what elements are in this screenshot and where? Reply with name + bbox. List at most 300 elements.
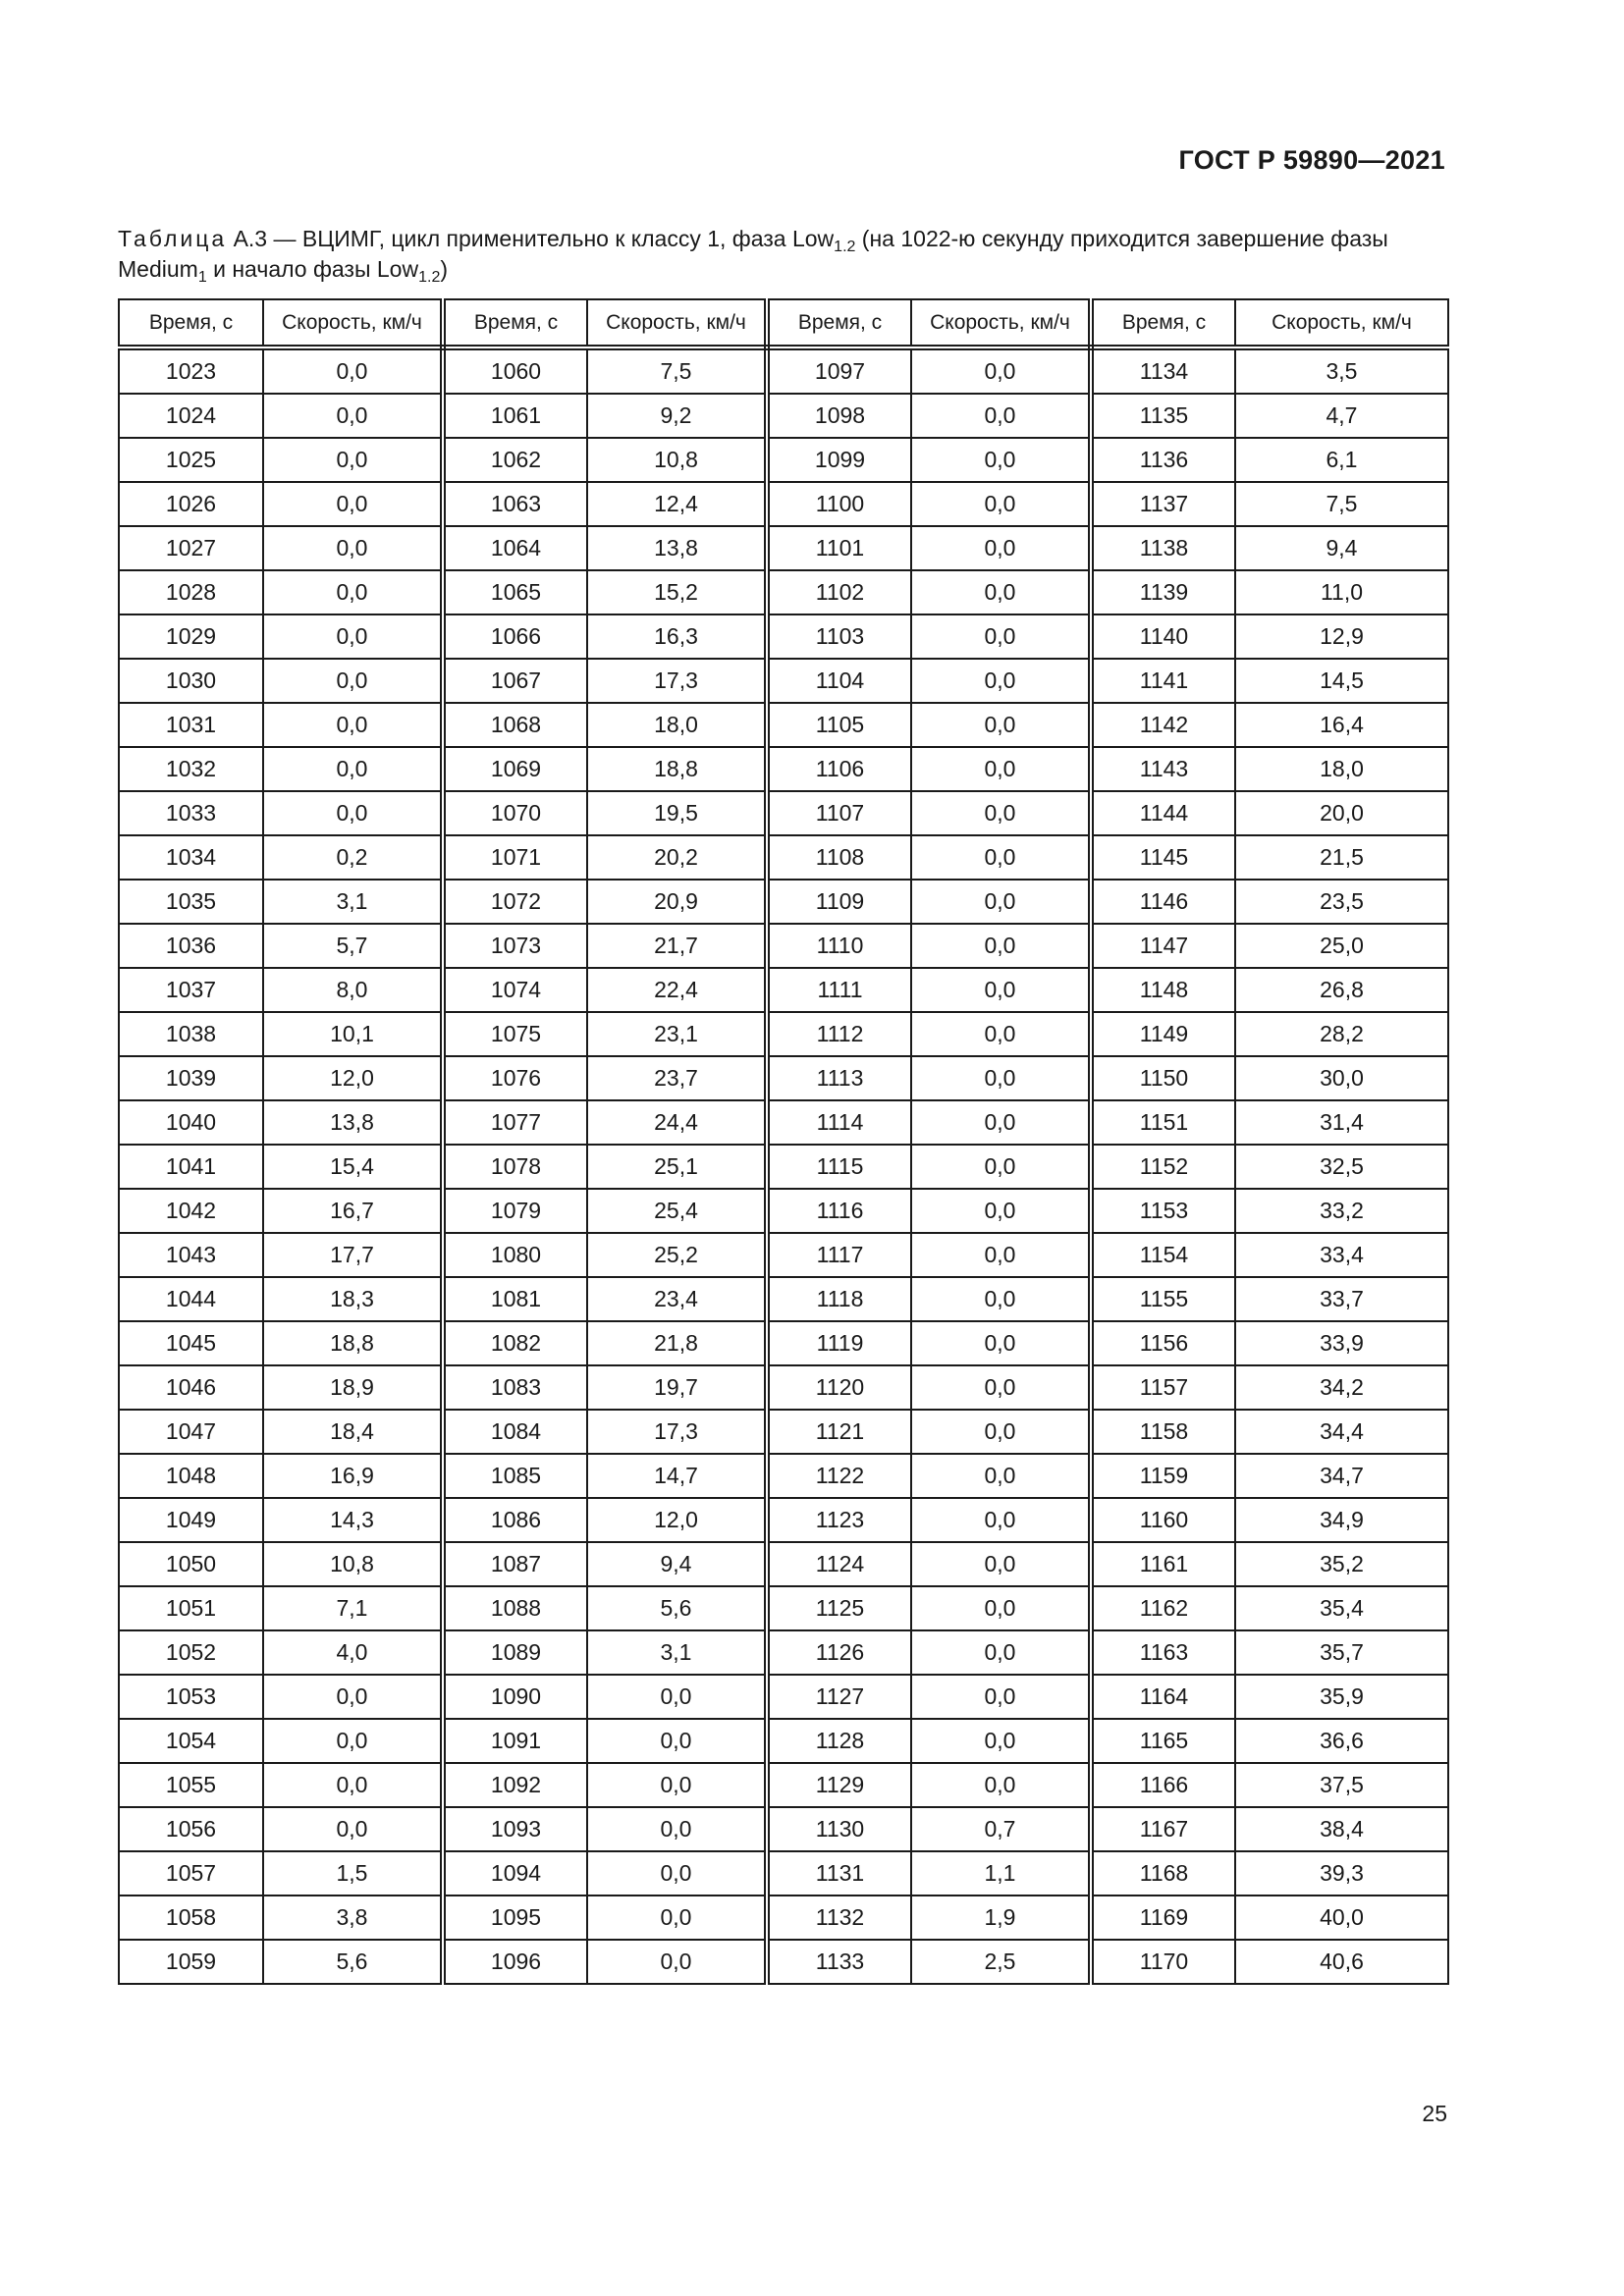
cell-time: 1099 [767, 438, 911, 482]
cell-speed: 0,0 [911, 1719, 1091, 1763]
cell-speed: 9,4 [587, 1542, 767, 1586]
cell-time: 1083 [443, 1365, 587, 1410]
cell-speed: 0,0 [263, 394, 443, 438]
cell-speed: 4,7 [1235, 394, 1448, 438]
cell-speed: 13,8 [263, 1100, 443, 1145]
cell-time: 1102 [767, 570, 911, 614]
cell-time: 1159 [1091, 1454, 1235, 1498]
cell-speed: 39,3 [1235, 1851, 1448, 1896]
cell-speed: 14,7 [587, 1454, 767, 1498]
cell-speed: 0,0 [587, 1675, 767, 1719]
cell-speed: 4,0 [263, 1630, 443, 1675]
table-row [119, 1189, 1448, 1233]
cell-speed: 35,2 [1235, 1542, 1448, 1586]
cell-time: 1138 [1091, 526, 1235, 570]
cell-speed: 1,9 [911, 1896, 1091, 1940]
cell-speed: 0,0 [263, 1763, 443, 1807]
cell-speed: 14,5 [1235, 659, 1448, 703]
cell-time: 1091 [443, 1719, 587, 1763]
cell-time: 1169 [1091, 1896, 1235, 1940]
table-row [119, 1851, 1448, 1896]
cell-speed: 25,0 [1235, 924, 1448, 968]
column-header-speed: Скорость, км/ч [263, 299, 443, 347]
cell-time: 1148 [1091, 968, 1235, 1012]
cell-speed: 1,5 [263, 1851, 443, 1896]
cell-speed: 22,4 [587, 968, 767, 1012]
cell-time: 1097 [767, 347, 911, 394]
column-header-speed: Скорость, км/ч [587, 299, 767, 347]
cell-speed: 25,4 [587, 1189, 767, 1233]
cell-time: 1161 [1091, 1542, 1235, 1586]
table-row [119, 1056, 1448, 1100]
table-row [119, 1365, 1448, 1410]
cell-time: 1052 [119, 1630, 263, 1675]
cell-speed: 34,4 [1235, 1410, 1448, 1454]
cell-time: 1103 [767, 614, 911, 659]
cell-time: 1100 [767, 482, 911, 526]
cell-speed: 0,0 [587, 1940, 767, 1984]
cell-time: 1146 [1091, 880, 1235, 924]
table-row [119, 482, 1448, 526]
cell-time: 1094 [443, 1851, 587, 1896]
cell-speed: 16,9 [263, 1454, 443, 1498]
cell-speed: 34,2 [1235, 1365, 1448, 1410]
cell-time: 1166 [1091, 1763, 1235, 1807]
cell-speed: 23,4 [587, 1277, 767, 1321]
table-row [119, 1277, 1448, 1321]
table-row [119, 659, 1448, 703]
cell-time: 1084 [443, 1410, 587, 1454]
page-number: 25 [1422, 2101, 1447, 2126]
cell-speed: 0,0 [911, 1763, 1091, 1807]
cell-time: 1158 [1091, 1410, 1235, 1454]
cell-speed: 0,0 [911, 1012, 1091, 1056]
table-body [119, 347, 1448, 1984]
cell-time: 1116 [767, 1189, 911, 1233]
table-header-row [119, 299, 1448, 347]
table-caption [118, 224, 1443, 285]
cell-speed: 17,7 [263, 1233, 443, 1277]
table-row [119, 703, 1448, 747]
cell-speed: 23,1 [587, 1012, 767, 1056]
cell-speed: 0,0 [263, 438, 443, 482]
cell-speed: 20,9 [587, 880, 767, 924]
cell-time: 1074 [443, 968, 587, 1012]
cell-speed: 12,4 [587, 482, 767, 526]
cell-speed: 0,0 [911, 747, 1091, 791]
table-row [119, 924, 1448, 968]
cell-speed: 0,0 [263, 1675, 443, 1719]
cell-time: 1073 [443, 924, 587, 968]
table-row [119, 1454, 1448, 1498]
cell-speed: 6,1 [1235, 438, 1448, 482]
column-header-time: Время, с [443, 299, 587, 347]
cell-speed: 17,3 [587, 1410, 767, 1454]
table-row [119, 1586, 1448, 1630]
table-row [119, 394, 1448, 438]
cell-time: 1155 [1091, 1277, 1235, 1321]
cell-time: 1034 [119, 835, 263, 880]
cell-time: 1081 [443, 1277, 587, 1321]
cell-speed: 0,0 [911, 1321, 1091, 1365]
cell-speed: 3,8 [263, 1896, 443, 1940]
cell-speed: 7,1 [263, 1586, 443, 1630]
cell-speed: 0,0 [911, 347, 1091, 394]
cell-speed: 26,8 [1235, 968, 1448, 1012]
cell-time: 1088 [443, 1586, 587, 1630]
cell-speed: 0,0 [911, 1277, 1091, 1321]
cell-speed: 0,0 [263, 614, 443, 659]
document-code: ГОСТ Р 59890—2021 [1178, 145, 1445, 175]
table-caption-text-part3: и начало фазы Low [206, 256, 419, 282]
cell-time: 1023 [119, 347, 263, 394]
cell-time: 1067 [443, 659, 587, 703]
cell-time: 1038 [119, 1012, 263, 1056]
cell-speed: 0,0 [911, 835, 1091, 880]
cell-time: 1132 [767, 1896, 911, 1940]
cell-time: 1061 [443, 394, 587, 438]
cell-time: 1109 [767, 880, 911, 924]
cell-speed: 40,6 [1235, 1940, 1448, 1984]
cell-time: 1133 [767, 1940, 911, 1984]
cell-speed: 0,0 [263, 791, 443, 835]
cell-speed: 0,0 [911, 703, 1091, 747]
cell-time: 1060 [443, 347, 587, 394]
table-row [119, 1542, 1448, 1586]
column-header-time: Время, с [1091, 299, 1235, 347]
cell-speed: 0,0 [587, 1763, 767, 1807]
cell-speed: 0,0 [263, 659, 443, 703]
cell-time: 1077 [443, 1100, 587, 1145]
table-row [119, 835, 1448, 880]
cell-speed: 18,3 [263, 1277, 443, 1321]
table-row [119, 1233, 1448, 1277]
cell-speed: 18,0 [1235, 747, 1448, 791]
cell-time: 1111 [767, 968, 911, 1012]
cell-time: 1144 [1091, 791, 1235, 835]
cell-speed: 32,5 [1235, 1145, 1448, 1189]
cell-speed: 12,0 [263, 1056, 443, 1100]
cell-time: 1095 [443, 1896, 587, 1940]
cell-speed: 0,0 [263, 1719, 443, 1763]
cell-speed: 0,0 [911, 1410, 1091, 1454]
cell-time: 1078 [443, 1145, 587, 1189]
cell-time: 1156 [1091, 1321, 1235, 1365]
cell-time: 1107 [767, 791, 911, 835]
cell-speed: 7,5 [1235, 482, 1448, 526]
cell-time: 1035 [119, 880, 263, 924]
cell-speed: 0,0 [911, 1233, 1091, 1277]
cell-time: 1151 [1091, 1100, 1235, 1145]
table-row [119, 791, 1448, 835]
cell-time: 1089 [443, 1630, 587, 1675]
cell-time: 1043 [119, 1233, 263, 1277]
cell-time: 1117 [767, 1233, 911, 1277]
cell-speed: 2,5 [911, 1940, 1091, 1984]
cell-speed: 20,0 [1235, 791, 1448, 835]
cell-speed: 18,8 [263, 1321, 443, 1365]
cell-speed: 0,0 [263, 747, 443, 791]
cell-speed: 0,0 [587, 1851, 767, 1896]
cell-time: 1070 [443, 791, 587, 835]
cell-time: 1141 [1091, 659, 1235, 703]
table-row [119, 1807, 1448, 1851]
cell-time: 1075 [443, 1012, 587, 1056]
cell-speed: 23,5 [1235, 880, 1448, 924]
cell-speed: 19,5 [587, 791, 767, 835]
cell-time: 1149 [1091, 1012, 1235, 1056]
cell-time: 1128 [767, 1719, 911, 1763]
cell-time: 1170 [1091, 1940, 1235, 1984]
cell-time: 1122 [767, 1454, 911, 1498]
cell-speed: 30,0 [1235, 1056, 1448, 1100]
cell-speed: 36,6 [1235, 1719, 1448, 1763]
cell-speed: 0,0 [587, 1719, 767, 1763]
table-row [119, 1719, 1448, 1763]
cell-speed: 9,4 [1235, 526, 1448, 570]
cell-speed: 0,0 [263, 526, 443, 570]
cell-speed: 0,0 [263, 703, 443, 747]
cell-speed: 0,0 [911, 1675, 1091, 1719]
cell-speed: 0,0 [263, 570, 443, 614]
cell-time: 1125 [767, 1586, 911, 1630]
cell-time: 1137 [1091, 482, 1235, 526]
cell-speed: 37,5 [1235, 1763, 1448, 1807]
cell-time: 1165 [1091, 1719, 1235, 1763]
table-caption-subscript-2: 1 [197, 269, 207, 286]
table-row [119, 968, 1448, 1012]
cell-time: 1108 [767, 835, 911, 880]
cell-speed: 0,0 [911, 614, 1091, 659]
cell-speed: 8,0 [263, 968, 443, 1012]
cell-time: 1058 [119, 1896, 263, 1940]
cell-speed: 35,4 [1235, 1586, 1448, 1630]
table-row [119, 1896, 1448, 1940]
cell-speed: 0,0 [911, 659, 1091, 703]
cell-speed: 18,4 [263, 1410, 443, 1454]
cell-time: 1093 [443, 1807, 587, 1851]
cell-speed: 0,0 [911, 1189, 1091, 1233]
cell-speed: 10,8 [587, 438, 767, 482]
cell-time: 1163 [1091, 1630, 1235, 1675]
cell-time: 1134 [1091, 347, 1235, 394]
cell-speed: 0,2 [263, 835, 443, 880]
cell-time: 1127 [767, 1675, 911, 1719]
table-caption-subscript-3: 1.2 [418, 269, 441, 286]
cell-speed: 3,1 [587, 1630, 767, 1675]
cell-speed: 31,4 [1235, 1100, 1448, 1145]
cell-time: 1062 [443, 438, 587, 482]
cell-time: 1131 [767, 1851, 911, 1896]
cell-time: 1066 [443, 614, 587, 659]
cell-speed: 33,9 [1235, 1321, 1448, 1365]
cell-time: 1059 [119, 1940, 263, 1984]
cell-speed: 5,6 [263, 1940, 443, 1984]
cell-time: 1046 [119, 1365, 263, 1410]
cell-speed: 1,1 [911, 1851, 1091, 1896]
cell-speed: 0,0 [911, 1145, 1091, 1189]
cell-time: 1142 [1091, 703, 1235, 747]
cell-time: 1072 [443, 880, 587, 924]
table-row [119, 1940, 1448, 1984]
cell-time: 1055 [119, 1763, 263, 1807]
cell-time: 1143 [1091, 747, 1235, 791]
column-header-time: Время, с [767, 299, 911, 347]
cell-time: 1147 [1091, 924, 1235, 968]
table-row [119, 438, 1448, 482]
cell-time: 1031 [119, 703, 263, 747]
column-header-time: Время, с [119, 299, 263, 347]
table-caption-text-part4: ) [440, 256, 449, 282]
cell-speed: 23,7 [587, 1056, 767, 1100]
cell-time: 1152 [1091, 1145, 1235, 1189]
cell-speed: 40,0 [1235, 1896, 1448, 1940]
table-row [119, 526, 1448, 570]
column-header-speed: Скорость, км/ч [1235, 299, 1448, 347]
cell-speed: 28,2 [1235, 1012, 1448, 1056]
table-row [119, 747, 1448, 791]
table-caption-subscript-1: 1.2 [834, 239, 856, 255]
cell-time: 1028 [119, 570, 263, 614]
cell-speed: 25,2 [587, 1233, 767, 1277]
cell-speed: 0,0 [263, 1807, 443, 1851]
cell-time: 1154 [1091, 1233, 1235, 1277]
cell-speed: 0,0 [911, 570, 1091, 614]
cell-speed: 0,0 [911, 394, 1091, 438]
cell-speed: 0,0 [911, 526, 1091, 570]
speed-time-table [118, 298, 1449, 1985]
cell-time: 1036 [119, 924, 263, 968]
cell-speed: 0,0 [911, 968, 1091, 1012]
cell-speed: 34,9 [1235, 1498, 1448, 1542]
cell-speed: 3,5 [1235, 347, 1448, 394]
cell-time: 1050 [119, 1542, 263, 1586]
cell-time: 1139 [1091, 570, 1235, 614]
cell-time: 1106 [767, 747, 911, 791]
cell-time: 1033 [119, 791, 263, 835]
cell-time: 1056 [119, 1807, 263, 1851]
table-row [119, 1321, 1448, 1365]
cell-speed: 0,0 [911, 1586, 1091, 1630]
cell-time: 1145 [1091, 835, 1235, 880]
cell-speed: 0,0 [911, 1542, 1091, 1586]
cell-speed: 13,8 [587, 526, 767, 570]
cell-speed: 20,2 [587, 835, 767, 880]
cell-time: 1135 [1091, 394, 1235, 438]
cell-speed: 0,0 [263, 482, 443, 526]
column-header-speed: Скорость, км/ч [911, 299, 1091, 347]
cell-speed: 5,6 [587, 1586, 767, 1630]
cell-speed: 0,0 [911, 1630, 1091, 1675]
cell-speed: 0,0 [911, 1498, 1091, 1542]
cell-speed: 12,0 [587, 1498, 767, 1542]
table-row [119, 880, 1448, 924]
cell-speed: 0,0 [911, 1454, 1091, 1498]
table-row [119, 1675, 1448, 1719]
cell-speed: 14,3 [263, 1498, 443, 1542]
cell-speed: 25,1 [587, 1145, 767, 1189]
cell-time: 1129 [767, 1763, 911, 1807]
cell-time: 1054 [119, 1719, 263, 1763]
cell-time: 1085 [443, 1454, 587, 1498]
table-row [119, 614, 1448, 659]
cell-speed: 33,4 [1235, 1233, 1448, 1277]
cell-speed: 21,5 [1235, 835, 1448, 880]
cell-time: 1115 [767, 1145, 911, 1189]
cell-speed: 0,0 [587, 1807, 767, 1851]
cell-time: 1105 [767, 703, 911, 747]
cell-time: 1086 [443, 1498, 587, 1542]
cell-time: 1024 [119, 394, 263, 438]
cell-time: 1160 [1091, 1498, 1235, 1542]
cell-time: 1168 [1091, 1851, 1235, 1896]
cell-speed: 0,0 [911, 482, 1091, 526]
cell-time: 1079 [443, 1189, 587, 1233]
cell-time: 1157 [1091, 1365, 1235, 1410]
cell-time: 1087 [443, 1542, 587, 1586]
cell-speed: 16,3 [587, 614, 767, 659]
cell-time: 1162 [1091, 1586, 1235, 1630]
cell-speed: 0,0 [911, 1100, 1091, 1145]
cell-speed: 7,5 [587, 347, 767, 394]
cell-time: 1041 [119, 1145, 263, 1189]
cell-time: 1065 [443, 570, 587, 614]
cell-speed: 18,9 [263, 1365, 443, 1410]
cell-speed: 35,7 [1235, 1630, 1448, 1675]
cell-speed: 0,0 [911, 880, 1091, 924]
cell-time: 1130 [767, 1807, 911, 1851]
table-row [119, 1630, 1448, 1675]
cell-speed: 9,2 [587, 394, 767, 438]
cell-time: 1092 [443, 1763, 587, 1807]
cell-time: 1032 [119, 747, 263, 791]
cell-time: 1026 [119, 482, 263, 526]
cell-time: 1063 [443, 482, 587, 526]
cell-time: 1098 [767, 394, 911, 438]
cell-time: 1101 [767, 526, 911, 570]
cell-speed: 24,4 [587, 1100, 767, 1145]
cell-time: 1068 [443, 703, 587, 747]
cell-speed: 0,0 [263, 347, 443, 394]
cell-speed: 0,0 [911, 924, 1091, 968]
cell-time: 1044 [119, 1277, 263, 1321]
cell-speed: 12,9 [1235, 614, 1448, 659]
cell-time: 1042 [119, 1189, 263, 1233]
cell-time: 1071 [443, 835, 587, 880]
table-caption-text-part2: (на 1022-ю секунду приходится завершение фазы Medium [118, 226, 1388, 282]
cell-time: 1124 [767, 1542, 911, 1586]
cell-time: 1057 [119, 1851, 263, 1896]
cell-time: 1048 [119, 1454, 263, 1498]
table-row [119, 1145, 1448, 1189]
cell-speed: 19,7 [587, 1365, 767, 1410]
cell-time: 1150 [1091, 1056, 1235, 1100]
cell-speed: 16,4 [1235, 703, 1448, 747]
cell-time: 1140 [1091, 614, 1235, 659]
cell-time: 1030 [119, 659, 263, 703]
table-row [119, 1100, 1448, 1145]
table-caption-text-part1: А.3 — ВЦИМГ, цикл применительно к классу 1, фаза Low [227, 226, 835, 251]
cell-speed: 18,8 [587, 747, 767, 791]
cell-time: 1027 [119, 526, 263, 570]
cell-time: 1045 [119, 1321, 263, 1365]
cell-speed: 0,0 [911, 1056, 1091, 1100]
cell-time: 1123 [767, 1498, 911, 1542]
cell-speed: 11,0 [1235, 570, 1448, 614]
table-row [119, 1763, 1448, 1807]
cell-speed: 35,9 [1235, 1675, 1448, 1719]
cell-speed: 15,4 [263, 1145, 443, 1189]
